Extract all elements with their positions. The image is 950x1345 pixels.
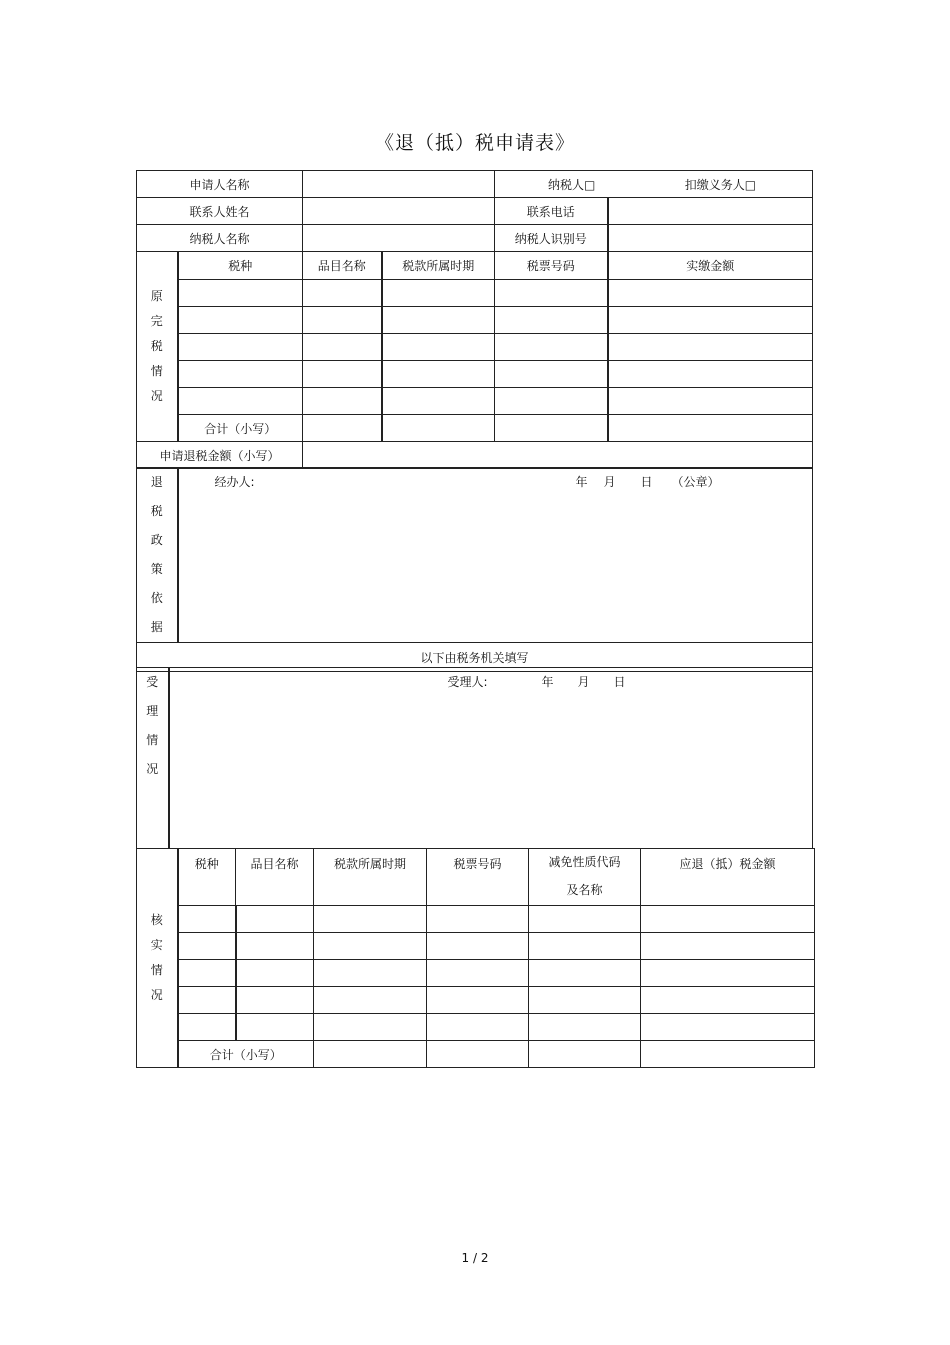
table-cell[interactable] [608,388,813,415]
table-cell[interactable] [178,388,303,415]
withholder-checkbox[interactable]: 扣缴义务人□ [684,177,757,192]
table-cell[interactable] [495,280,608,307]
taxpayer-name-field[interactable] [303,225,495,252]
table-cell[interactable] [178,307,303,334]
table-cell[interactable] [529,1014,641,1041]
verification-table [136,848,815,1068]
verification-section-text: 核实情况 [150,913,163,1002]
contact-name-label: 联系人姓名 [137,198,303,225]
table-cell[interactable] [303,388,382,415]
col-header-paid-amount: 实缴金额 [608,252,813,280]
applicant-type-cell [495,171,813,198]
table-cell[interactable] [303,280,382,307]
v-col-header-refund-amount: 应退（抵）税金额 [641,849,815,906]
table-cell[interactable] [641,987,815,1014]
application-table [136,170,813,252]
table-cell[interactable] [641,906,815,933]
table-cell[interactable] [641,1041,815,1068]
col-header-item-name: 品目名称 [303,252,382,280]
table-cell[interactable] [236,987,314,1014]
applicant-name-label: 申请人名称 [137,171,303,198]
table-cell[interactable] [427,906,529,933]
table-cell[interactable] [236,906,314,933]
v-col-header-tax-period: 税款所属时期 [314,849,427,906]
table-cell[interactable] [314,933,427,960]
table-cell[interactable] [641,933,815,960]
acceptance-table [136,667,813,849]
table-cell[interactable] [427,987,529,1014]
table-cell[interactable] [427,1041,529,1068]
contact-phone-field[interactable] [608,198,813,225]
refund-amount-label: 申请退税金额（小写） [137,442,303,469]
col-header-ticket-number: 税票号码 [495,252,608,280]
table-cell[interactable] [236,960,314,987]
table-cell[interactable] [608,415,813,442]
table-cell[interactable] [314,1014,427,1041]
v-col-header-exemption-line2: 及名称 [566,883,603,897]
table-cell[interactable] [529,960,641,987]
seal-label: （公章） [671,475,720,489]
original-tax-section-label [137,252,178,442]
v-col-header-item-name: 品目名称 [236,849,314,906]
taxpayer-name-label: 纳税人名称 [137,225,303,252]
handler-label: 经办人: [214,475,255,489]
acceptance-date-month: 月 [577,675,590,689]
original-tax-section-text: 原完税情况 [150,289,163,403]
table-cell[interactable] [236,1014,314,1041]
table-cell[interactable] [314,906,427,933]
acceptance-date-day: 日 [613,675,626,689]
verification-total-label: 合计（小写） [178,1041,314,1068]
original-total-label: 合计（小写） [178,415,303,442]
acceptance-date-year: 年 [541,675,554,689]
table-cell[interactable] [178,1014,236,1041]
v-col-header-exemption-code [529,849,641,906]
table-cell[interactable] [382,361,495,388]
table-cell[interactable] [495,415,608,442]
table-cell[interactable] [303,334,382,361]
form-title: 《退（抵）税申请表》 [374,132,575,154]
table-cell[interactable] [529,987,641,1014]
taxpayer-id-label: 纳税人识别号 [495,225,608,252]
table-cell[interactable] [303,361,382,388]
table-cell[interactable] [427,933,529,960]
table-cell[interactable] [236,933,314,960]
policy-date-year: 年 [575,475,588,489]
table-cell[interactable] [495,307,608,334]
table-cell[interactable] [382,307,495,334]
table-cell[interactable] [178,960,236,987]
table-cell[interactable] [427,1014,529,1041]
table-cell[interactable] [608,334,813,361]
policy-section-label [137,468,178,643]
table-cell[interactable] [641,960,815,987]
col-header-tax-type: 税种 [178,252,303,280]
receiver-label: 受理人: [447,675,488,689]
verification-section-label [137,849,178,1068]
table-cell[interactable] [427,960,529,987]
table-cell[interactable] [178,280,303,307]
table-cell[interactable] [529,906,641,933]
table-cell[interactable] [495,388,608,415]
acceptance-section-label [137,668,169,849]
taxpayer-checkbox[interactable]: 纳税人□ [547,177,596,192]
table-cell[interactable] [178,987,236,1014]
policy-basis-field[interactable] [178,468,813,643]
table-cell[interactable] [382,388,495,415]
policy-date-month: 月 [603,475,616,489]
page-number: 1 / 2 [461,1251,489,1265]
refund-amount-field[interactable] [303,442,813,469]
table-cell[interactable] [178,361,303,388]
acceptance-section-text: 受理情况 [146,675,159,776]
table-cell[interactable] [178,906,236,933]
table-cell[interactable] [608,307,813,334]
table-cell[interactable] [529,933,641,960]
table-cell[interactable] [641,1014,815,1041]
table-cell[interactable] [314,987,427,1014]
policy-basis-table [136,467,813,672]
table-cell[interactable] [303,307,382,334]
policy-date-day: 日 [640,475,653,489]
table-cell[interactable] [178,933,236,960]
contact-phone-label: 联系电话 [495,198,608,225]
tax-office-banner: 以下由税务机关填写 [137,643,813,672]
contact-name-field[interactable] [303,198,495,225]
original-tax-table [136,251,813,469]
table-cell[interactable] [495,361,608,388]
table-cell[interactable] [382,415,495,442]
table-cell[interactable] [314,1041,427,1068]
v-col-header-tax-type: 税种 [178,849,236,906]
applicant-name-field[interactable] [303,171,495,198]
table-cell[interactable] [382,280,495,307]
table-cell[interactable] [608,361,813,388]
table-cell[interactable] [178,334,303,361]
table-cell[interactable] [495,334,608,361]
policy-section-text: 退税政策依据 [150,475,163,634]
col-header-tax-period: 税款所属时期 [382,252,495,280]
table-cell[interactable] [382,334,495,361]
table-cell[interactable] [314,960,427,987]
table-cell[interactable] [529,1041,641,1068]
taxpayer-id-field[interactable] [608,225,813,252]
v-col-header-exemption-line1: 减免性质代码 [548,855,621,869]
table-cell[interactable] [303,415,382,442]
v-col-header-ticket-number: 税票号码 [427,849,529,906]
acceptance-field[interactable] [169,668,813,849]
table-cell[interactable] [608,280,813,307]
